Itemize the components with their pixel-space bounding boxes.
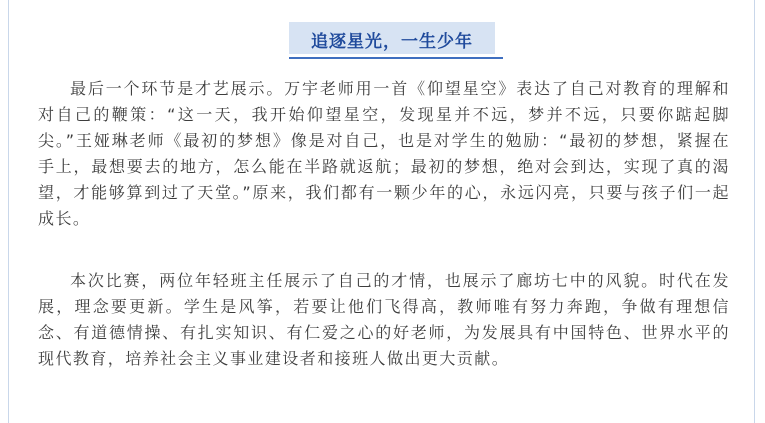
section-heading bbox=[289, 22, 495, 60]
paragraph-summary: 本次比赛，两位年轻班主任展示了自己的才情，也展示了廊坊七中的风貌。时代在发展，理念要更新。学生是风筝，若要让他们飞得高，教师唯有努力奔跑，争做有理想信念、有道德情操、有扎实知识、有仁爱之心的好老师，为发展具有中国特色、世界水平的现代教育，培养社会主义事业建设者和接班人做出更大贡献。 bbox=[38, 271, 730, 368]
paragraph-talent-show: 最后一个环节是才艺展示。万宇老师用一首《仰望星空》表达了自己对教育的理解和对自己的鞭策：“这一天，我开始仰望星空，发现星并不远，梦并不远，只要你踮起脚尖。”王娅琳老师《最初的梦想》像是对自己，也是对学生的勉励：“最初的梦想，紧握在手上，最想要去的地方，怎么能在半路就返航；最初的梦想，绝对会到达，实现了真的渴望，才能够算到过了天堂。”原来，我们都有一颗少年的心，永远闪亮，只要与孩子们一起成长。 bbox=[38, 79, 730, 228]
section-title: 追逐星光，一生少年 bbox=[311, 32, 473, 52]
